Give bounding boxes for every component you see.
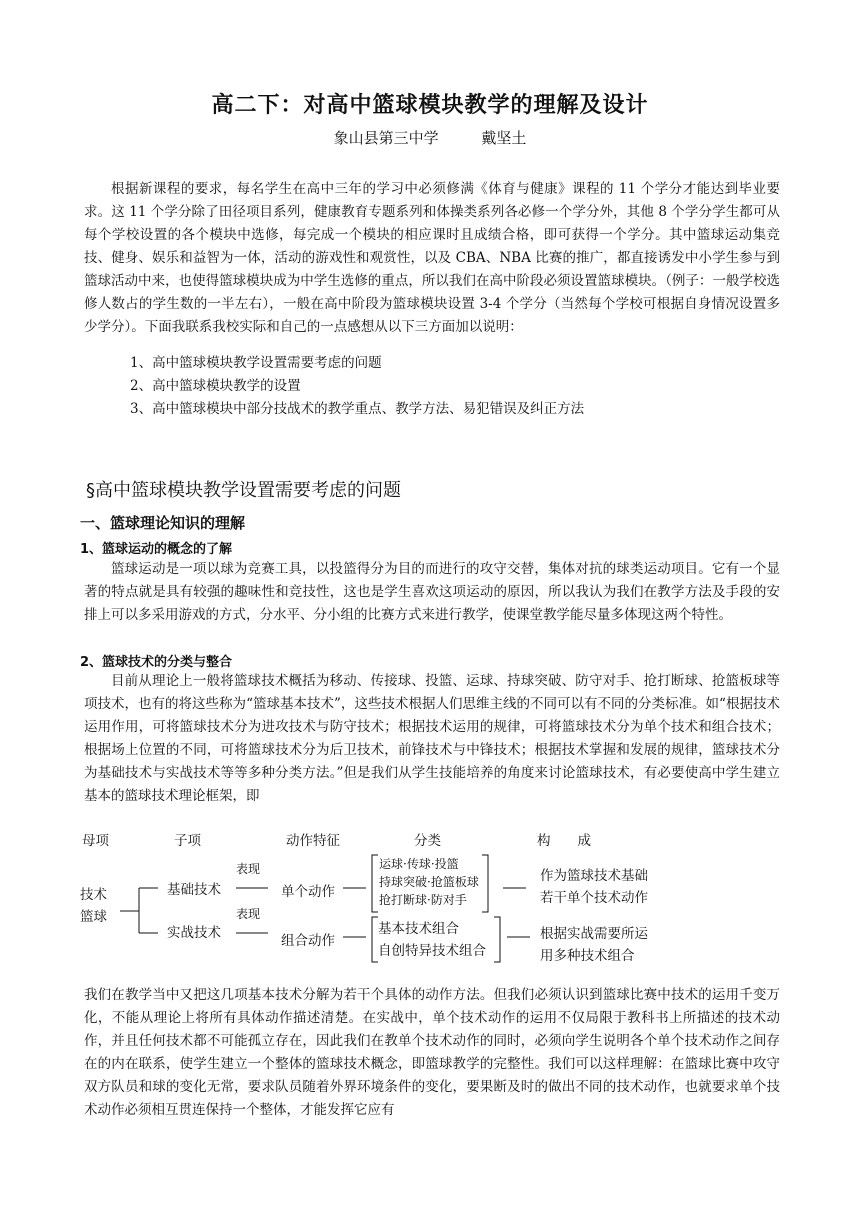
integration-paragraph: 我们在教学当中又把这几项基本技术分解为若干个具体的动作方法。但我们必须认识到篮球比赛中技术的运用千变万化，不能从理论上将所有具体动作描述清楚。在实战中，单个技术动作的运用不仅局限于教科书上所描述的技术动作，并且任何技术都不可能孤立存在，因此我们在教单个技术动作的同时，必须向学生说明各个单个技术动作之间存在的内在联系，使学生建立一个整体的篮球技术概念，即篮球教学的完整性。我们可以这样理解：在篮球比赛中攻守双方队员和球的变化无常，要求队员随着外界环境条件的变化，要果断及时的做出不同的技术动作，也就要求单个技术动作必须相互贯连保持一个整体，才能发挥它应有 — [84, 987, 780, 1118]
heading-theory: 一、篮球理论知识的理解 — [80, 514, 246, 532]
document-title: 高二下：对高中篮球模块教学的理解及设计 — [211, 93, 649, 118]
header-parent: 母项 — [82, 833, 109, 849]
show-label: 表现 — [236, 862, 261, 876]
author-name: 戴坚土 — [481, 129, 527, 147]
combined-action-item: 基本技术组合 — [378, 921, 459, 937]
single-action-item: 持球突破·抢篮板球 — [379, 875, 479, 889]
header-child: 子项 — [174, 833, 201, 849]
school-name: 象山县第三中学 — [333, 129, 439, 147]
right-bracket — [482, 855, 488, 912]
left-bracket — [372, 855, 378, 912]
intro-list — [130, 352, 584, 421]
show-label: 表现 — [236, 907, 261, 921]
subheading-concept: 1、篮球运动的概念的了解 — [80, 542, 233, 557]
header-category: 分类 — [414, 833, 441, 849]
diagram-connectors — [0, 820, 860, 980]
byline — [0, 127, 860, 148]
intro-list-item: 3、高中篮球模块中部分技战术的教学重点、教学方法、易犯错误及纠正方法 — [130, 401, 585, 417]
root-label-line: 技术 — [80, 887, 107, 903]
intro-paragraph: 根据新课程的要求，每名学生在高中三年的学习中必须修满《体育与健康》课程的 11 个学分才能达到毕业要求。这 11 个学分除了田径项目系列，健康教育专题系列和体操类系列各必修一个学分外，其他 8 个学分学生都可从每个学校设置的各个模块中选修，每完成一个模块的相应课时且成绩合格，即可获得一个学分。其中篮球运动集竞技、健身、娱乐和益智为一体，活动的游戏性和观赏性，以及 CBA、NBA 比赛的推广，都直接诱发中小学生参与到篮球活动中来，也使得篮球模块成为中学生选修的重点，所以我们在高中阶段必须设置篮球模块。（例子：一般学校选修人数占的学生数的一半左右），一般在高中阶段为篮球模块设置 3-4 个学分（当然每个学校可根据自身情况设置多少学分）。下面我联系我校实际和自己的一点感想从以下三方面加以说明： — [84, 181, 780, 335]
combined-action-label: 组合动作 — [281, 933, 335, 949]
basic-technique-label: 基础技术 — [167, 882, 221, 898]
single-action-label: 单个动作 — [281, 884, 335, 900]
composition-line: 用多种技术组合 — [540, 948, 635, 964]
header-feature: 动作特征 — [286, 833, 340, 849]
right-bracket — [494, 917, 500, 962]
combat-technique-label: 实战技术 — [167, 925, 221, 941]
single-action-item: 抢打断球·防对手 — [379, 893, 467, 907]
root-label-line: 篮球 — [80, 909, 107, 925]
intro-list-item: 1、高中篮球模块教学设置需要考虑的问题 — [130, 355, 382, 371]
single-action-item: 运球·传球·投篮 — [379, 857, 459, 871]
composition-line: 若干单个技术动作 — [540, 890, 648, 906]
composition-line: 作为篮球技术基础 — [540, 868, 648, 884]
header-composition: 构 成 — [537, 833, 591, 849]
intro-list-item: 2、高中篮球模块教学的设置 — [130, 378, 301, 394]
combined-action-item: 自创特异技术组合 — [378, 943, 486, 959]
classification-paragraph: 目前从理论上一般将篮球技术概括为移动、传接球、投篮、运球、持球突破、防守对手、抢打断球、抢篮板球等项技术，也有的将这些称为“篮球基本技术”，这些技术根据人们思维主线的不同可以有不同的分类标准。如“根据技术运用作用，可将篮球技术分为进攻技术与防守技术；根据技术运用的规律，可将篮球技术分为单个技术和组合技术；根据场上位置的不同，可将篮球技术分为后卫技术，前锋技术与中锋技术；根据技术掌握和发展的规律，篮球技术分为基础技术与实战技术等等多种分类方法。”但是我们从学生技能培养的角度来讨论篮球技术，有必要使高中学生建立基本的篮球技术理论框架，即 — [84, 673, 780, 804]
subheading-classification: 2、篮球技术的分类与整合 — [80, 655, 233, 670]
section-title: §高中篮球模块教学设置需要考虑的问题 — [86, 480, 401, 501]
composition-line: 根据实战需要所运 — [540, 926, 648, 942]
concept-paragraph: 篮球运动是一项以球为竞赛工具，以投篮得分为目的而进行的攻守交替，集体对抗的球类运动项目。它有一个显著的特点就是具有较强的趣味性和竞技性，这也是学生喜欢这项运动的原因，所以我认为我们在教学方法及手段的安排上可以多采用游戏的方式，分水平、分小组的比赛方式来进行教学，使课堂教学能尽量多体现这两个特性。 — [84, 561, 780, 623]
left-bracket — [372, 917, 378, 962]
